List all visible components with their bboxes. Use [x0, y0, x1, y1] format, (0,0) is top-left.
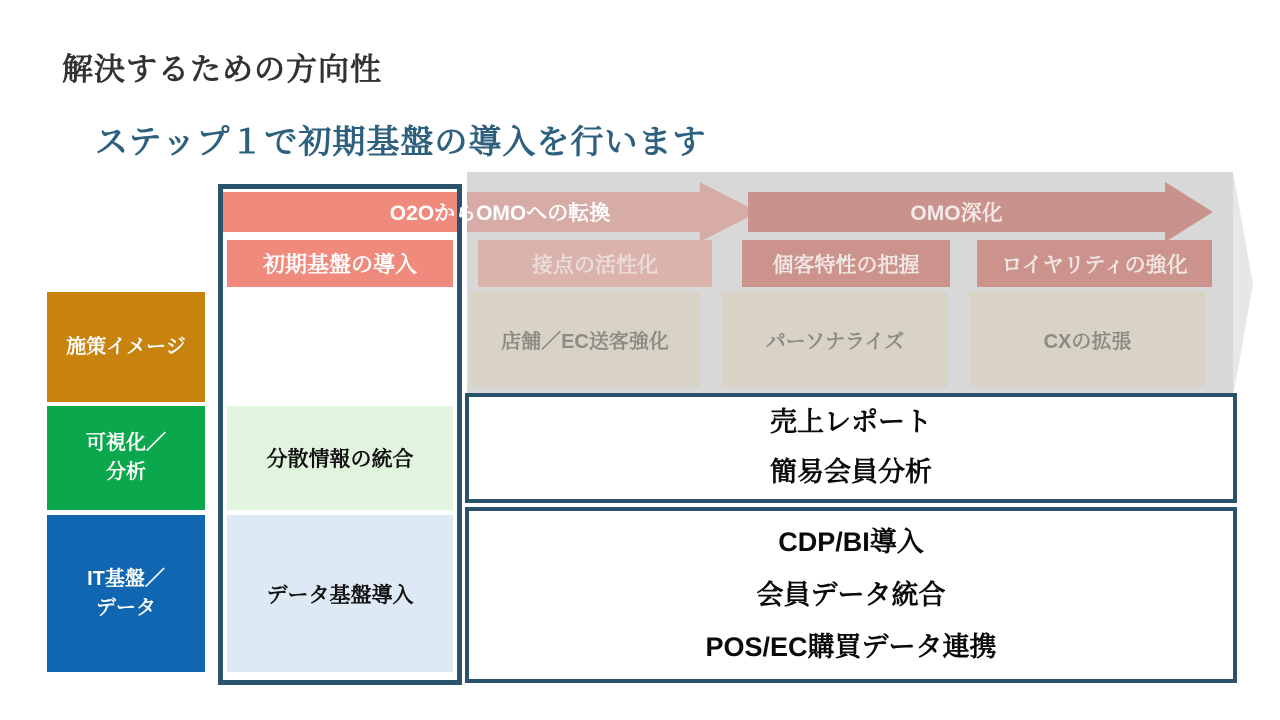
- background-arrow-tip: [1233, 172, 1253, 397]
- row-header-visualization-line1: 可視化／: [86, 432, 166, 454]
- callout-box-platform-line3: POS/EC購買データ連携: [705, 632, 997, 663]
- callout-box-platform-line1: CDP/BI導入: [778, 527, 924, 558]
- cell-cx-expansion: CXの拡張: [970, 292, 1205, 387]
- row-header-measure-image: [47, 292, 205, 402]
- row-header-visualization-analysis: [47, 406, 205, 510]
- column-header-loyalty: ロイヤリティの強化: [977, 240, 1212, 287]
- slide-subtitle: ステップ１で初期基盤の導入を行います: [95, 123, 707, 160]
- callout-box-platform: [465, 507, 1237, 683]
- cell-data-foundation-intro: データ基盤導入: [227, 515, 453, 672]
- callout-box-reports-line1: 売上レポート: [770, 407, 932, 438]
- column-header-contact-activation: 接点の活性化: [478, 240, 712, 287]
- row-header-measure-image-label: 施策イメージ: [66, 335, 186, 358]
- cell-distributed-info-integration: 分散情報の統合: [227, 406, 453, 510]
- row-header-visualization-line2: 分析: [106, 461, 146, 483]
- slide-title: 解決するための方向性: [62, 52, 382, 87]
- callout-box-reports: [465, 393, 1237, 503]
- row-header-it-foundation-data: [47, 515, 205, 672]
- column-header-initial-foundation: 初期基盤の導入: [227, 240, 453, 287]
- stage-arrow-omo-depth-label: OMO深化: [910, 202, 1003, 225]
- cell-personalize: パーソナライズ: [722, 292, 948, 387]
- callout-box-reports-line2: 簡易会員分析: [770, 457, 932, 487]
- callout-box-platform-line2: 会員データ統合: [756, 579, 946, 610]
- stage-arrow-o2o-to-omo-label: O2OからOMOへの転換: [389, 202, 611, 225]
- row-header-it-line1: IT基盤／: [87, 567, 165, 590]
- row-header-it-line2: データ: [96, 596, 156, 619]
- cell-store-ec-traffic: 店舗／EC送客強化: [470, 292, 700, 387]
- column-header-customer-insight: 個客特性の把握: [742, 240, 950, 287]
